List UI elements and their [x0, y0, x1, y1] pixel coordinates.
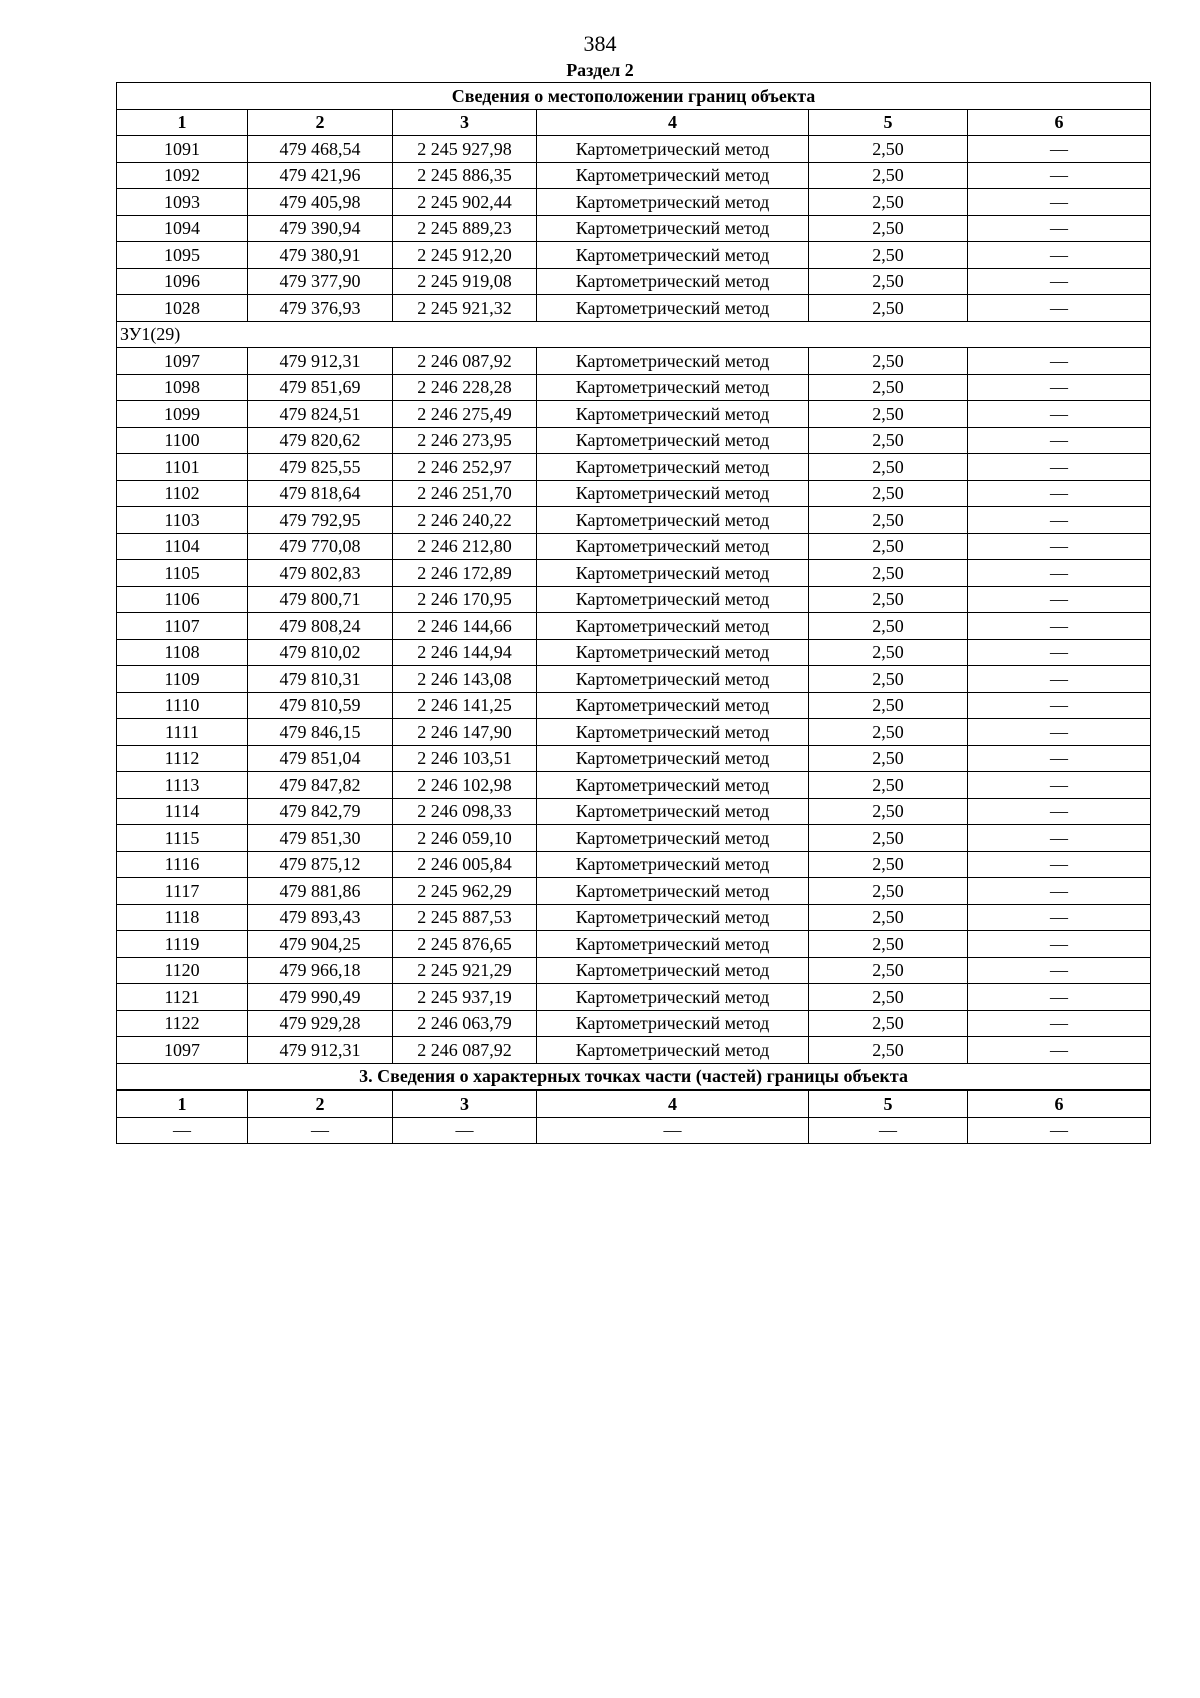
table-cell: Картометрический метод [537, 825, 809, 852]
table-cell: 479 825,55 [248, 454, 393, 481]
table-cell: — [968, 692, 1151, 719]
table-cell: — [968, 851, 1151, 878]
table-row [117, 1037, 1151, 1064]
table-cell: — [968, 639, 1151, 666]
page-number: 384 [583, 31, 617, 56]
table-cell: — [968, 427, 1151, 454]
column-header: 5 [809, 1090, 968, 1117]
table-cell: 2 246 098,33 [393, 798, 537, 825]
table-cell: 2 245 887,53 [393, 904, 537, 931]
table-row [117, 507, 1151, 534]
table-cell: 479 376,93 [248, 295, 393, 322]
table-row [117, 745, 1151, 772]
table-row [117, 1010, 1151, 1037]
table-cell: 2,50 [809, 162, 968, 189]
table-row [117, 348, 1151, 375]
table-cell: 2,50 [809, 427, 968, 454]
table-cell: 2 245 921,29 [393, 957, 537, 984]
table-cell: — [968, 374, 1151, 401]
table-cell: 2,50 [809, 666, 968, 693]
table-cell: 2 246 059,10 [393, 825, 537, 852]
table-cell: 1116 [117, 851, 248, 878]
table-cell: — [968, 189, 1151, 216]
table-cell: 479 851,69 [248, 374, 393, 401]
table-cell: 2,50 [809, 904, 968, 931]
table-row [117, 613, 1151, 640]
table-cell: — [248, 1117, 393, 1144]
table-cell: 1096 [117, 268, 248, 295]
table-row [117, 904, 1151, 931]
table-row [117, 295, 1151, 322]
table-cell: 479 421,96 [248, 162, 393, 189]
table-cell: 2 245 962,29 [393, 878, 537, 905]
table-cell: 479 846,15 [248, 719, 393, 746]
table-cell: — [968, 215, 1151, 242]
table-cell: Картометрический метод [537, 931, 809, 958]
table-cell: 1092 [117, 162, 248, 189]
table-row [117, 825, 1151, 852]
table-row [117, 427, 1151, 454]
table-cell: Картометрический метод [537, 374, 809, 401]
table-cell: 1120 [117, 957, 248, 984]
table-cell: — [968, 268, 1151, 295]
table-cell: — [968, 1117, 1151, 1144]
table-cell: Картометрический метод [537, 1010, 809, 1037]
table-cell: 2,50 [809, 189, 968, 216]
table-row [117, 401, 1151, 428]
table-cell: 479 929,28 [248, 1010, 393, 1037]
table-cell: Картометрический метод [537, 666, 809, 693]
table-cell: 479 990,49 [248, 984, 393, 1011]
table-row [117, 931, 1151, 958]
table-cell: 2,50 [809, 984, 968, 1011]
table-cell: Картометрический метод [537, 586, 809, 613]
table-cell: 1117 [117, 878, 248, 905]
group-row [117, 321, 1151, 348]
table-cell: 2 245 919,08 [393, 268, 537, 295]
table-cell: — [809, 1117, 968, 1144]
table-row [117, 984, 1151, 1011]
table-cell: 479 380,91 [248, 242, 393, 269]
table-cell: 2,50 [809, 242, 968, 269]
table-cell: 2 246 252,97 [393, 454, 537, 481]
table-cell: 1095 [117, 242, 248, 269]
table-cell: 2,50 [809, 772, 968, 799]
table-cell: 2 246 005,84 [393, 851, 537, 878]
table-cell: — [968, 719, 1151, 746]
table-cell: — [968, 745, 1151, 772]
table-cell: 2 246 144,94 [393, 639, 537, 666]
table-cell: 2,50 [809, 825, 968, 852]
table-row [117, 136, 1151, 163]
table-cell: 479 851,30 [248, 825, 393, 852]
table-cell: 1105 [117, 560, 248, 587]
table-cell: 2 246 143,08 [393, 666, 537, 693]
table-cell: — [968, 454, 1151, 481]
table-cell: — [968, 825, 1151, 852]
table-cell: 2 246 102,98 [393, 772, 537, 799]
table-cell: 2,50 [809, 798, 968, 825]
table-cell: 479 912,31 [248, 348, 393, 375]
table-cell: 2 246 141,25 [393, 692, 537, 719]
section3-title-row [117, 1063, 1151, 1090]
table-cell: 479 810,59 [248, 692, 393, 719]
table-title: Сведения о местоположении границ объекта [117, 83, 1151, 110]
table-cell: — [968, 613, 1151, 640]
table-cell: Картометрический метод [537, 719, 809, 746]
boundary-table [116, 82, 1151, 1144]
table-cell: 2,50 [809, 136, 968, 163]
table-cell: 1111 [117, 719, 248, 746]
table-row [117, 772, 1151, 799]
column-header: 1 [117, 1090, 248, 1117]
table-cell: Картометрический метод [537, 904, 809, 931]
table-row [117, 878, 1151, 905]
table-cell: 1093 [117, 189, 248, 216]
table-row [117, 692, 1151, 719]
table-cell: 2 245 912,20 [393, 242, 537, 269]
table-cell: 2,50 [809, 454, 968, 481]
table-cell: Картометрический метод [537, 692, 809, 719]
table-cell: 2 245 921,32 [393, 295, 537, 322]
table-cell: 1122 [117, 1010, 248, 1037]
table-cell: 479 802,83 [248, 560, 393, 587]
table-cell: 479 792,95 [248, 507, 393, 534]
table-cell: 2,50 [809, 533, 968, 560]
table-cell: — [968, 348, 1151, 375]
table-cell: 2,50 [809, 480, 968, 507]
table-cell: 2 246 087,92 [393, 348, 537, 375]
table-row [117, 454, 1151, 481]
table-row [117, 957, 1151, 984]
table-cell: 479 800,71 [248, 586, 393, 613]
table-cell: 2,50 [809, 613, 968, 640]
table-cell: Картометрический метод [537, 454, 809, 481]
table-cell: Картометрический метод [537, 1037, 809, 1064]
table-cell: Картометрический метод [537, 533, 809, 560]
table-cell: 1103 [117, 507, 248, 534]
table-cell: 479 881,86 [248, 878, 393, 905]
group-label: ЗУ1(29) [117, 321, 1151, 348]
table-row [117, 851, 1151, 878]
table-cell: 2 246 170,95 [393, 586, 537, 613]
table-cell: 2 246 212,80 [393, 533, 537, 560]
table-cell: 2,50 [809, 348, 968, 375]
table-cell: 2 246 063,79 [393, 1010, 537, 1037]
table-cell: 1113 [117, 772, 248, 799]
table-cell: 2,50 [809, 295, 968, 322]
table-cell: Картометрический метод [537, 745, 809, 772]
table-cell: — [968, 242, 1151, 269]
table-cell: 479 847,82 [248, 772, 393, 799]
table-cell: 1097 [117, 348, 248, 375]
table-cell: Картометрический метод [537, 401, 809, 428]
table-cell: 479 966,18 [248, 957, 393, 984]
table-cell: 1119 [117, 931, 248, 958]
table-cell: — [968, 507, 1151, 534]
table-cell: 479 405,98 [248, 189, 393, 216]
table-cell: Картометрический метод [537, 427, 809, 454]
table-cell: 2,50 [809, 719, 968, 746]
table-cell: 2,50 [809, 1037, 968, 1064]
table-row [117, 162, 1151, 189]
table-row [117, 189, 1151, 216]
table-cell: 1104 [117, 533, 248, 560]
table-cell: 479 851,04 [248, 745, 393, 772]
table-cell: — [393, 1117, 537, 1144]
table-cell: — [968, 798, 1151, 825]
table-cell: Картометрический метод [537, 613, 809, 640]
table-cell: 1109 [117, 666, 248, 693]
table-cell: — [968, 162, 1151, 189]
column-header: 2 [248, 1090, 393, 1117]
table-row [117, 480, 1151, 507]
table-cell: Картометрический метод [537, 295, 809, 322]
table-cell: — [968, 1010, 1151, 1037]
table-cell: 2 245 937,19 [393, 984, 537, 1011]
table-cell: — [968, 957, 1151, 984]
table-cell: — [537, 1117, 809, 1144]
column-header: 3 [393, 109, 537, 136]
table-cell: 2 246 240,22 [393, 507, 537, 534]
table-cell: 479 468,54 [248, 136, 393, 163]
table-cell: 2,50 [809, 639, 968, 666]
table-cell: — [968, 984, 1151, 1011]
table-cell: 1112 [117, 745, 248, 772]
table-cell: 2 246 273,95 [393, 427, 537, 454]
section3-header-row [117, 1090, 1151, 1117]
table-cell: 2 246 087,92 [393, 1037, 537, 1064]
table-cell: 2,50 [809, 957, 968, 984]
table-cell: 479 904,25 [248, 931, 393, 958]
table-row [117, 719, 1151, 746]
table-cell: Картометрический метод [537, 957, 809, 984]
table-cell: 2 245 889,23 [393, 215, 537, 242]
table-cell: 479 808,24 [248, 613, 393, 640]
table-cell: 1098 [117, 374, 248, 401]
table-cell: 1028 [117, 295, 248, 322]
boundary-table-body [117, 83, 1151, 1144]
table-cell: Картометрический метод [537, 480, 809, 507]
table-cell: 1110 [117, 692, 248, 719]
table-cell: 479 810,31 [248, 666, 393, 693]
table-cell: 2 245 902,44 [393, 189, 537, 216]
table-row [117, 215, 1151, 242]
table-cell: Картометрический метод [537, 162, 809, 189]
table-cell: 479 875,12 [248, 851, 393, 878]
table-cell: 1100 [117, 427, 248, 454]
table-row [117, 639, 1151, 666]
table-cell: 1099 [117, 401, 248, 428]
table-row [117, 666, 1151, 693]
column-header: 4 [537, 109, 809, 136]
table-cell: — [968, 480, 1151, 507]
table-cell: 479 810,02 [248, 639, 393, 666]
table-cell: 1121 [117, 984, 248, 1011]
table-cell: Картометрический метод [537, 798, 809, 825]
table-cell: 479 912,31 [248, 1037, 393, 1064]
table-cell: 2 246 103,51 [393, 745, 537, 772]
table-cell: Картометрический метод [537, 560, 809, 587]
table-cell: — [968, 904, 1151, 931]
table-cell: Картометрический метод [537, 984, 809, 1011]
table-cell: — [968, 401, 1151, 428]
table-cell: 1091 [117, 136, 248, 163]
table-cell: 1114 [117, 798, 248, 825]
table-cell: 1115 [117, 825, 248, 852]
table-cell: 2,50 [809, 268, 968, 295]
table-cell: Картометрический метод [537, 878, 809, 905]
table-cell: 2 246 172,89 [393, 560, 537, 587]
table-cell: 2,50 [809, 374, 968, 401]
table-cell: 1101 [117, 454, 248, 481]
table-cell: 2 246 228,28 [393, 374, 537, 401]
table-row [117, 533, 1151, 560]
table-cell: 2,50 [809, 878, 968, 905]
table-cell: 2 246 147,90 [393, 719, 537, 746]
table-cell: 1107 [117, 613, 248, 640]
column-header: 1 [117, 109, 248, 136]
table-cell: — [968, 560, 1151, 587]
table-cell: — [968, 295, 1151, 322]
table-cell: Картометрический метод [537, 348, 809, 375]
table-cell: 2,50 [809, 931, 968, 958]
table-cell: 2,50 [809, 851, 968, 878]
table-cell: 1118 [117, 904, 248, 931]
table-cell: — [117, 1117, 248, 1144]
column-header: 6 [968, 1090, 1151, 1117]
table-cell: 479 818,64 [248, 480, 393, 507]
table-cell: 2,50 [809, 560, 968, 587]
table-cell: 2 245 927,98 [393, 136, 537, 163]
section3-title: 3. Сведения о характерных точках части (частей) границы объекта [117, 1063, 1151, 1090]
table-cell: 2,50 [809, 692, 968, 719]
table-cell: Картометрический метод [537, 772, 809, 799]
column-header-row [117, 109, 1151, 136]
table-cell: Картометрический метод [537, 851, 809, 878]
table-row [117, 268, 1151, 295]
table-cell: — [968, 878, 1151, 905]
table-cell: 2 245 876,65 [393, 931, 537, 958]
table-cell: 1102 [117, 480, 248, 507]
table-cell: 479 820,62 [248, 427, 393, 454]
table-cell: Картометрический метод [537, 268, 809, 295]
table-row [117, 560, 1151, 587]
table-row [117, 586, 1151, 613]
table-cell: 2,50 [809, 401, 968, 428]
table-cell: 2 245 886,35 [393, 162, 537, 189]
table-cell: — [968, 136, 1151, 163]
table-cell: Картометрический метод [537, 507, 809, 534]
table-cell: 2,50 [809, 1010, 968, 1037]
table-cell: 2,50 [809, 745, 968, 772]
table-cell: Картометрический метод [537, 639, 809, 666]
table-cell: 1106 [117, 586, 248, 613]
table-row [117, 798, 1151, 825]
table-cell: — [968, 666, 1151, 693]
table-cell: 1097 [117, 1037, 248, 1064]
table-cell: Картометрический метод [537, 136, 809, 163]
table-cell: 2,50 [809, 215, 968, 242]
table-cell: 2,50 [809, 586, 968, 613]
table-cell: 479 770,08 [248, 533, 393, 560]
section-title: Раздел 2 [566, 60, 634, 80]
table-cell: — [968, 931, 1151, 958]
table-cell: — [968, 1037, 1151, 1064]
table-cell: 479 390,94 [248, 215, 393, 242]
table-row [117, 242, 1151, 269]
table-cell: 2 246 251,70 [393, 480, 537, 507]
table-cell: 479 842,79 [248, 798, 393, 825]
table-cell: 479 893,43 [248, 904, 393, 931]
column-header: 4 [537, 1090, 809, 1117]
table-cell: Картометрический метод [537, 215, 809, 242]
column-header: 3 [393, 1090, 537, 1117]
table-cell: Картометрический метод [537, 242, 809, 269]
table-cell: — [968, 772, 1151, 799]
column-header: 6 [968, 109, 1151, 136]
table-cell: 479 824,51 [248, 401, 393, 428]
table-cell: 1108 [117, 639, 248, 666]
table-cell: — [968, 533, 1151, 560]
table-row [117, 374, 1151, 401]
table-cell: 2 246 144,66 [393, 613, 537, 640]
table-row [117, 1117, 1151, 1144]
column-header: 2 [248, 109, 393, 136]
table-cell: 2 246 275,49 [393, 401, 537, 428]
table-cell: — [968, 586, 1151, 613]
table-cell: 479 377,90 [248, 268, 393, 295]
table-cell: 2,50 [809, 507, 968, 534]
column-header: 5 [809, 109, 968, 136]
table-cell: Картометрический метод [537, 189, 809, 216]
table-cell: 1094 [117, 215, 248, 242]
